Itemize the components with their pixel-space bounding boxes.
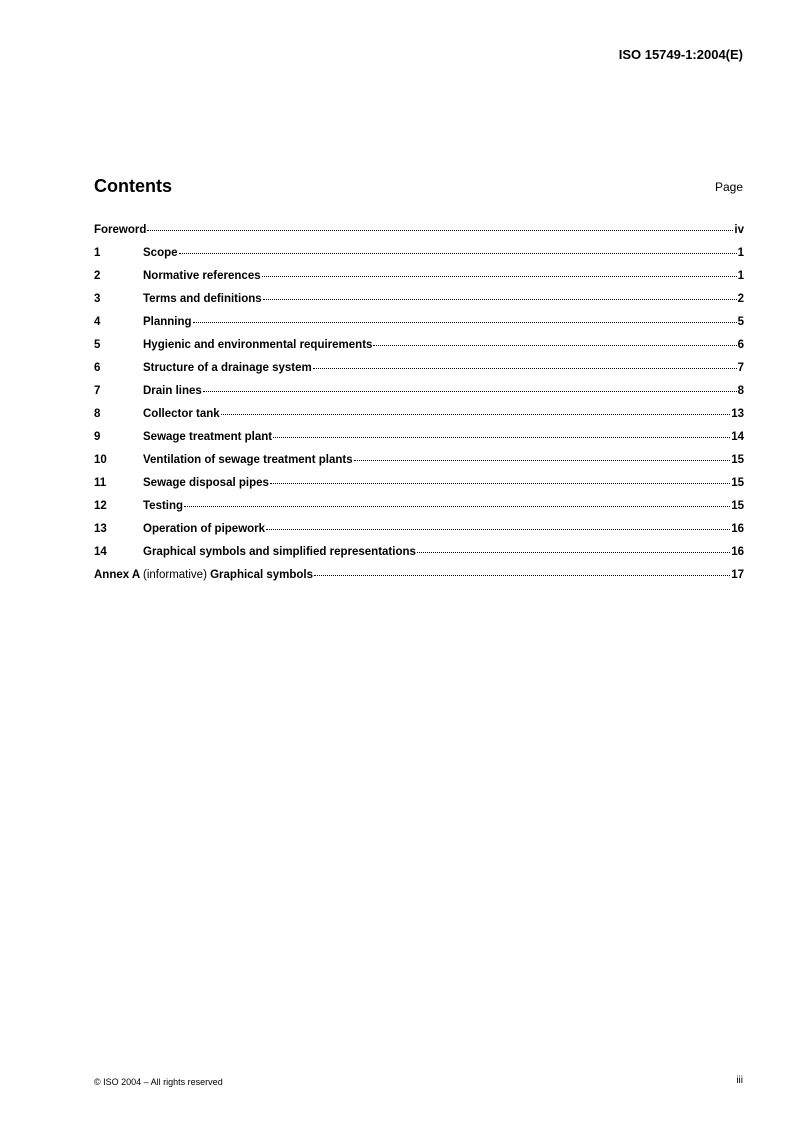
toc-section-number: 3 bbox=[94, 293, 101, 305]
toc-page-number: 15 bbox=[731, 477, 744, 489]
toc-section-number: 5 bbox=[94, 339, 101, 351]
toc-entry[interactable] bbox=[94, 292, 744, 315]
toc-section-number: 8 bbox=[94, 408, 101, 420]
toc-section-title: Sewage treatment plant bbox=[143, 431, 273, 443]
dot-leader bbox=[273, 437, 730, 438]
toc-section-number: 10 bbox=[94, 454, 107, 466]
toc-section-number: 4 bbox=[94, 316, 101, 328]
dot-leader bbox=[184, 506, 730, 507]
toc-page-number: 8 bbox=[737, 385, 744, 397]
dot-leader bbox=[313, 368, 737, 369]
toc-entry[interactable] bbox=[94, 407, 744, 430]
page-column-label: Page bbox=[714, 180, 743, 194]
toc-page-number: 14 bbox=[731, 431, 744, 443]
toc-page-number: 1 bbox=[737, 270, 744, 282]
dot-leader bbox=[314, 575, 730, 576]
toc-page-number: 15 bbox=[731, 454, 744, 466]
toc-page-number: 13 bbox=[731, 408, 744, 420]
toc-section-number: 14 bbox=[94, 546, 107, 558]
toc-entry[interactable] bbox=[94, 246, 744, 269]
dot-leader bbox=[263, 299, 737, 300]
dot-leader bbox=[193, 322, 737, 323]
toc-section-number: 1 bbox=[94, 247, 101, 259]
toc-section-number: 9 bbox=[94, 431, 101, 443]
dot-leader bbox=[266, 529, 730, 530]
toc-section-number: 6 bbox=[94, 362, 101, 374]
toc-section-title: Terms and definitions bbox=[143, 293, 262, 305]
toc-page-number: 7 bbox=[737, 362, 744, 374]
toc-entry-annex-a[interactable] bbox=[94, 568, 744, 591]
dot-leader bbox=[354, 460, 731, 461]
annex-title-group bbox=[94, 568, 313, 582]
dot-leader bbox=[417, 552, 730, 553]
contents-title: Contents bbox=[94, 176, 172, 196]
toc-section-title: Ventilation of sewage treatment plants bbox=[143, 454, 353, 466]
toc-section-title: Collector tank bbox=[143, 408, 220, 420]
footer-page-number: iii bbox=[736, 1075, 743, 1086]
toc-section-number: 13 bbox=[94, 523, 107, 535]
toc-entry[interactable] bbox=[94, 384, 744, 407]
toc-section-number: 2 bbox=[94, 270, 101, 282]
toc-section-title: Hygienic and environmental requirements bbox=[143, 339, 373, 351]
annex-title: Graphical symbols bbox=[210, 569, 314, 581]
toc-section-title: Graphical symbols and simplified representations bbox=[143, 546, 416, 558]
dot-leader bbox=[262, 276, 737, 277]
toc-section-number: 11 bbox=[94, 477, 107, 489]
dot-leader bbox=[270, 483, 730, 484]
toc-section-title: Operation of pipework bbox=[143, 523, 266, 535]
toc-section-number: 12 bbox=[94, 500, 107, 512]
dot-leader bbox=[179, 253, 737, 254]
toc-entry[interactable] bbox=[94, 453, 744, 476]
toc-entry[interactable] bbox=[94, 430, 744, 453]
toc-page-number: iv bbox=[734, 224, 744, 236]
toc-entry[interactable] bbox=[94, 476, 744, 499]
toc-page-number: 16 bbox=[731, 546, 744, 558]
dot-leader bbox=[373, 345, 736, 346]
copyright-notice: © ISO 2004 – All rights reserved bbox=[94, 1077, 223, 1087]
toc-page-number: 2 bbox=[737, 293, 744, 305]
toc-entry[interactable] bbox=[94, 545, 744, 568]
toc-section-title: Foreword bbox=[94, 224, 147, 236]
toc-page-number: 16 bbox=[731, 523, 744, 535]
toc-entry[interactable] bbox=[94, 223, 744, 246]
toc-section-title: Drain lines bbox=[143, 385, 202, 397]
toc-section-title: Structure of a drainage system bbox=[143, 362, 312, 374]
document-id: ISO 15749-1:2004(E) bbox=[618, 47, 743, 62]
toc-entry[interactable] bbox=[94, 499, 744, 522]
toc-page-number: 15 bbox=[731, 500, 744, 512]
dot-leader bbox=[147, 230, 733, 231]
toc-entry[interactable] bbox=[94, 361, 744, 384]
toc-entry[interactable] bbox=[94, 522, 744, 545]
toc-section-number: 7 bbox=[94, 385, 101, 397]
toc-section-title: Scope bbox=[143, 247, 178, 259]
table-of-contents bbox=[94, 223, 744, 591]
annex-label: Annex A bbox=[94, 569, 140, 581]
toc-entry[interactable] bbox=[94, 338, 744, 361]
dot-leader bbox=[221, 414, 731, 415]
toc-page-number: 6 bbox=[737, 339, 744, 351]
toc-page-number: 1 bbox=[737, 247, 744, 259]
toc-section-title: Planning bbox=[143, 316, 192, 328]
toc-section-title: Normative references bbox=[143, 270, 261, 282]
toc-section-title: Sewage disposal pipes bbox=[143, 477, 269, 489]
annex-type: (informative) bbox=[143, 569, 207, 581]
toc-page-number: 17 bbox=[731, 569, 744, 581]
toc-entry[interactable] bbox=[94, 315, 744, 338]
toc-entry[interactable] bbox=[94, 269, 744, 292]
dot-leader bbox=[203, 391, 737, 392]
toc-section-title: Testing bbox=[143, 500, 184, 512]
toc-page-number: 5 bbox=[737, 316, 744, 328]
